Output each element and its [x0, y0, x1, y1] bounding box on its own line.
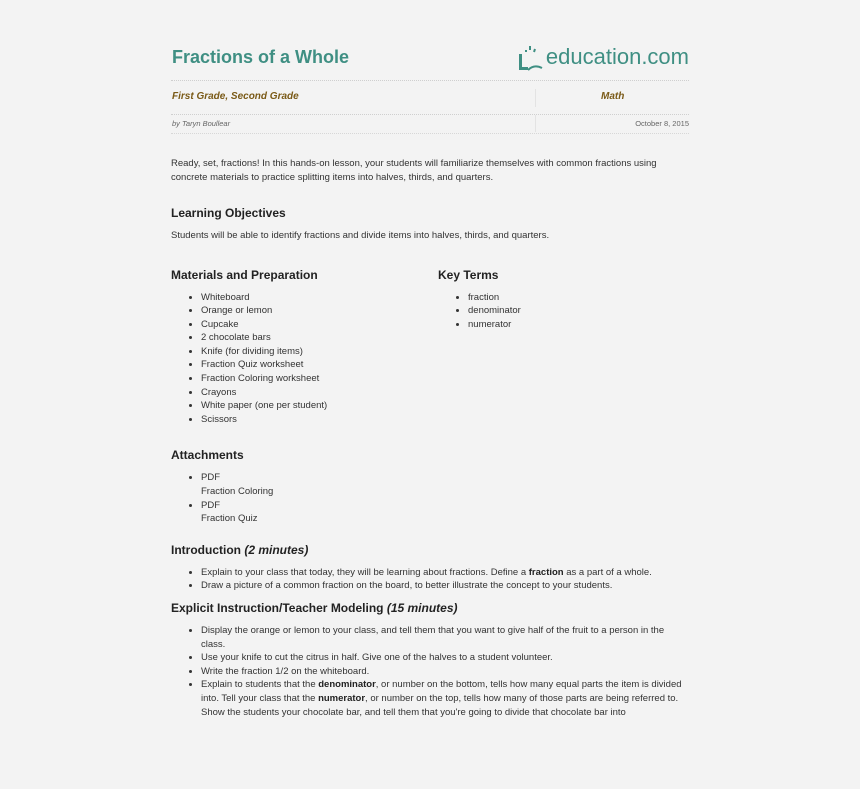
key-terms-list	[438, 291, 689, 332]
list-item: • Draw a picture of a common fraction on the board, to better illustrate the concept to your students.	[201, 579, 689, 593]
list-item: • White paper (one per student)	[201, 399, 438, 413]
list-item: • denominator	[468, 304, 689, 318]
section-heading: Introduction (2 minutes)	[171, 542, 309, 557]
list-item: • Knife (for dividing items)	[201, 345, 438, 359]
divider	[535, 89, 536, 107]
attachment-link[interactable]: Fraction Coloring	[201, 486, 274, 498]
list-item: • Orange or lemon	[201, 304, 438, 318]
book-icon	[516, 42, 544, 72]
grade-label: First Grade, Second Grade	[172, 91, 299, 102]
list-item: • Whiteboard	[201, 291, 438, 305]
bold-term: numerator	[318, 692, 366, 704]
duration-label: (15 minutes)	[386, 601, 458, 615]
document-content	[171, 40, 689, 722]
attachment-type: PDF	[201, 499, 220, 511]
instruction-list	[171, 624, 689, 722]
introduction-list	[171, 566, 689, 593]
duration-label: (2 minutes)	[244, 542, 309, 557]
list-item: • Display the orange or lemon to your class, and tell them that you want to give half of the fruit to a person in the class.	[201, 624, 689, 651]
section-heading: Attachments	[171, 448, 244, 463]
section-heading: Key Terms	[438, 267, 499, 282]
list-item: • Use your knife to cut the citrus in half. Give one of the halves to a student volunteer.	[201, 651, 689, 665]
list-item: • fraction	[468, 291, 689, 305]
attachments-list	[171, 471, 689, 525]
attachment-item[interactable]	[201, 499, 689, 526]
document-header	[171, 40, 689, 80]
section-heading: Materials and Preparation	[171, 267, 318, 282]
section-heading: Learning Objectives	[171, 206, 286, 220]
page-title: Fractions of a Whole	[172, 47, 350, 67]
author-row	[171, 115, 689, 134]
bold-term: fraction	[528, 566, 564, 578]
section-heading: Explicit Instruction/Teacher Modeling (15 minutes)	[171, 601, 458, 615]
attachment-item[interactable]	[201, 471, 689, 498]
list-item: • Explain to students that the denominator, or number on the bottom, tells how many equal parts the item is divided into. Tell your class that the numerator, or number on the top, tells how many of those parts are being referred to.	[201, 678, 689, 705]
logo-text: education	[545, 44, 642, 69]
key-terms-section	[438, 268, 689, 427]
list-item: • 2 chocolate bars	[201, 331, 438, 345]
introduction-section	[171, 543, 689, 593]
subject-label: Math	[601, 91, 625, 102]
bold-term: denominator	[318, 679, 376, 691]
list-item: • numerator	[468, 318, 689, 332]
list-item: • Cupcake	[201, 318, 438, 332]
list-item: • Fraction Quiz worksheet	[201, 358, 438, 372]
materials-section	[171, 268, 438, 427]
materials-list	[171, 291, 438, 427]
attachments-section	[171, 448, 689, 525]
meta-row	[171, 80, 689, 115]
author-label: by Taryn Boullear	[172, 119, 231, 128]
list-item: • Show the students your chocolate bar, and tell them that you're going to divide that chocolate bar into	[201, 706, 689, 722]
list-item: • Scissors	[201, 413, 438, 427]
learning-objectives-section	[171, 206, 689, 243]
date-label: October 8, 2015	[635, 119, 689, 128]
attachment-link[interactable]: Fraction Quiz	[201, 513, 258, 525]
divider	[535, 115, 536, 132]
attachment-type: PDF	[201, 472, 220, 484]
list-item: • Crayons	[201, 386, 438, 400]
education-logo[interactable]	[516, 42, 689, 72]
list-item: • Explain to your class that today, they will be learning about fractions. Define a fraction as a part of a whole.	[201, 566, 689, 580]
intro-paragraph: Ready, set, fractions! In this hands-on lesson, your students will familiarize themselves with common fractions using concrete materials to practice splitting items into halves, thirds, and quarters.	[171, 158, 657, 183]
logo-suffix: .com	[641, 44, 689, 69]
materials-and-terms	[171, 268, 689, 427]
list-item: • Write the fraction 1/2 on the whiteboard.	[201, 665, 689, 679]
objectives-text: Students will be able to identify fractions and divide items into halves, thirds, and quarters.	[171, 230, 550, 241]
explicit-instruction-section	[171, 601, 689, 722]
list-item: • Fraction Coloring worksheet	[201, 372, 438, 386]
